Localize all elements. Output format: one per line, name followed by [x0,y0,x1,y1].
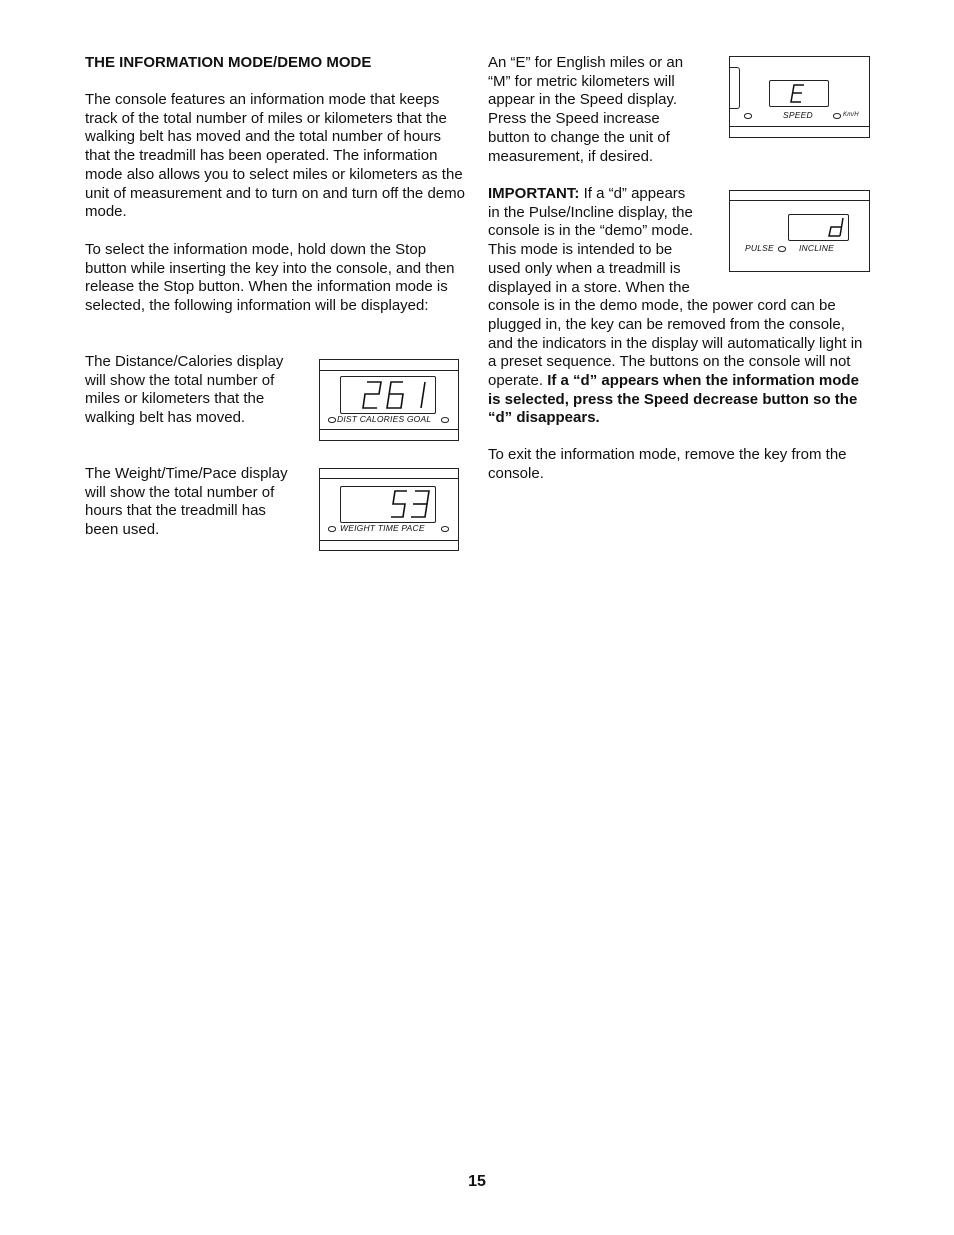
page-number: 15 [468,1173,486,1190]
speed-led-icon [744,113,752,119]
weight-digits-graphic [341,487,435,522]
speed-display [729,56,870,138]
intro-paragraph [85,91,467,222]
important-bold-text: If a “d” appears when the information mode is selected, press the Speed decrease button so the “d” disappears. [488,372,859,427]
pulse-digit-graphic [789,215,848,240]
weight-text: The Weight/Time/Pace display will show the total number of hours that the treadmill has been used. [85,465,288,539]
distance-paragraph [85,353,300,428]
distance-lcd [340,376,436,414]
distance-calories-display [319,359,459,441]
exit-text: To exit the information mode, remove the key from the console. [488,446,847,482]
weight-labels: WEIGHT TIME PACE [340,523,425,533]
pulse-incline-display [729,190,870,272]
pulse-led-icon [778,246,786,252]
pulse-label: PULSE [745,243,774,253]
speed-lcd [769,80,829,107]
speed-side-bracket [730,67,740,109]
important-text: If a “d” appears in the Pulse/Incline display, the console is in the “demo” mode. This mode is intended to be used only when a treadmill is displayed in a store. When the console is in the demo mode, the power cord can be plugged in, the key can be removed from the console, and the indicators in the display will automatically light in a preset sequence. The buttons on the console will not operate. [488,185,863,390]
incline-label: INCLINE [799,243,834,253]
section-heading: THE INFORMATION MODE/DEMO MODE [85,54,372,71]
intro-text: The console features an information mode that keeps track of the total number of miles or kilometers that the walking belt has moved and the total number of hours that the treadmill has been operated. The information mode also allows you to select miles or kilometers as the unit of measurement and to turn on and turn off the demo mode. [85,91,465,221]
weight-lcd [340,486,436,523]
units-paragraph [488,54,703,166]
weight-led-icon [328,526,336,532]
select-mode-text: To select the information mode, hold down the Stop button while inserting the key into the console, and then release the Stop button. When the information mode is selected, the following information will be displayed: [85,241,455,315]
pace-led-icon [441,526,449,532]
weight-paragraph [85,465,300,540]
distance-labels: DIST CALORIES GOAL [337,414,432,424]
units-text: An “E” for English miles or an “M” for metric kilometers will appear in the Speed display. Press the Speed increase button to change the unit of measurement, if desired. [488,54,684,165]
important-label: IMPORTANT: [488,185,580,202]
speed-label: SPEED [783,110,813,120]
distance-text: The Distance/Calories display will show the total number of miles or kilometers that the walking belt has moved. [85,353,284,427]
pulse-lcd [788,214,849,241]
select-mode-paragraph [85,241,455,316]
kmh-label: Km/H [843,112,859,118]
goal-led-icon [441,417,449,423]
left-column [85,54,467,73]
kmh-led-icon [833,113,841,119]
distance-digits-graphic [341,377,435,413]
dist-led-icon [328,417,336,423]
exit-paragraph [488,446,870,483]
speed-digit-graphic [770,81,828,106]
weight-time-pace-display [319,468,459,551]
